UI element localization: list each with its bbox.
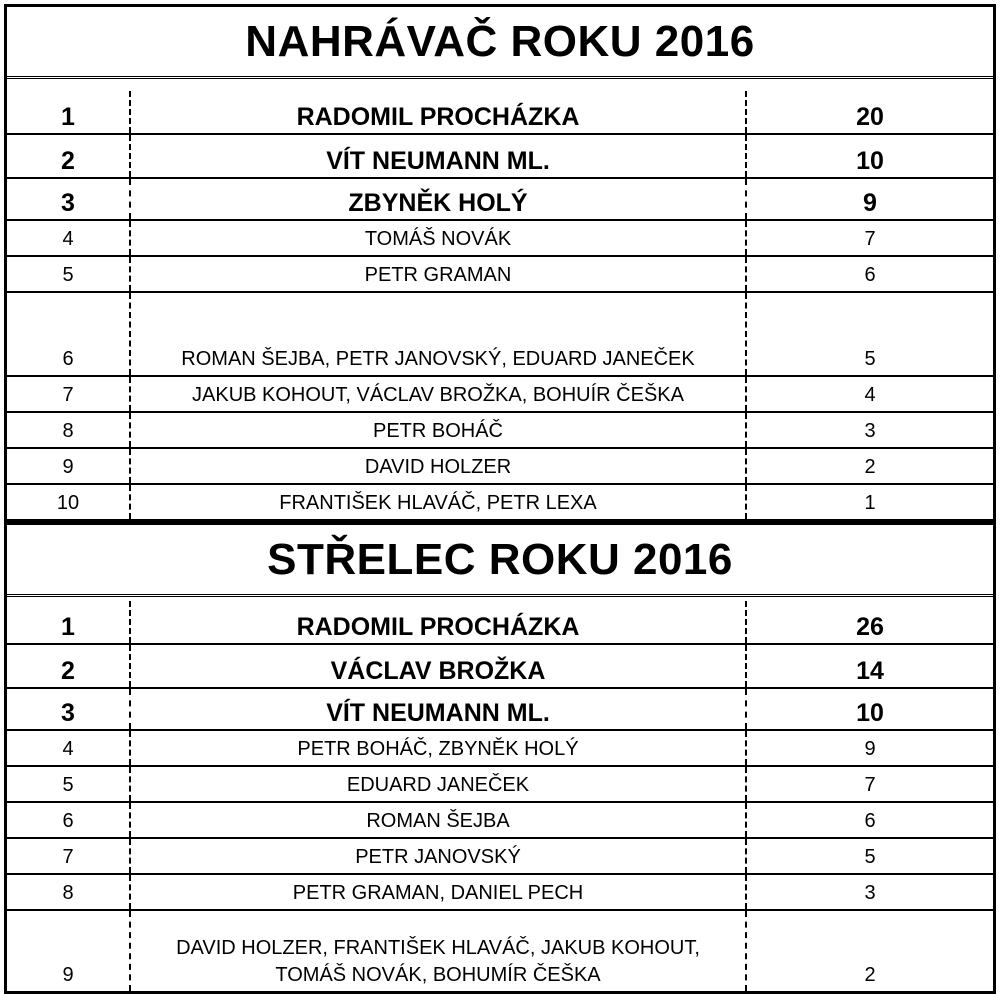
player-name-cell: PETR BOHÁČ, ZBYNĚK HOLÝ — [131, 731, 747, 765]
table-row — [7, 803, 993, 839]
table-row — [7, 767, 993, 803]
value-cell: 5 — [864, 348, 876, 370]
player-name-cell: DAVID HOLZER — [131, 449, 747, 483]
player-name-cell: PETR JANOVSKÝ — [131, 839, 747, 873]
value-cell: 9 — [863, 189, 877, 217]
value-cell: 20 — [856, 103, 884, 131]
rank-cell: 2 — [7, 645, 131, 687]
rank-cell: 5 — [7, 257, 131, 291]
player-name-cell: FRANTIŠEK HLAVÁČ, PETR LEXA — [131, 485, 747, 519]
player-name-cell: TOMÁŠ NOVÁK — [131, 221, 747, 255]
value-cell: 4 — [864, 384, 876, 406]
rank-cell: 4 — [7, 731, 131, 765]
section-title-scorers: STŘELEC ROKU 2016 — [7, 525, 993, 597]
player-name-cell: RADOMIL PROCHÁZKA — [131, 91, 747, 133]
table-row — [7, 645, 993, 689]
rank-cell: 7 — [7, 377, 131, 411]
table-row — [7, 257, 993, 293]
rank-cell: 8 — [7, 875, 131, 909]
value-cell: 26 — [856, 613, 884, 641]
rankings-sheet — [4, 4, 996, 994]
value-cell: 10 — [856, 699, 884, 727]
value-cell: 2 — [864, 456, 876, 478]
rank-cell: 9 — [7, 449, 131, 483]
player-name-cell: DAVID HOLZER, FRANTIŠEK HLAVÁČ, JAKUB KOHOUT, TOMÁŠ NOVÁK, BOHUMÍR ČEŠKA — [131, 911, 747, 991]
player-name-cell: EDUARD JANEČEK — [131, 767, 747, 801]
player-name-cell: RADOMIL PROCHÁZKA — [131, 601, 747, 643]
rank-cell: 6 — [7, 803, 131, 837]
value-cell: 7 — [864, 228, 876, 250]
value-cell: 10 — [856, 147, 884, 175]
table-row — [7, 413, 993, 449]
player-name-cell: JAKUB KOHOUT, VÁCLAV BROŽKA, BOHUÍR ČEŠKA — [131, 377, 747, 411]
rank-cell: 2 — [7, 135, 131, 177]
table-row — [7, 911, 993, 991]
rank-cell: 6 — [7, 293, 131, 375]
table-row — [7, 839, 993, 875]
table-row — [7, 449, 993, 485]
table-row — [7, 179, 993, 221]
section-title-assists: NAHRÁVAČ ROKU 2016 — [7, 7, 993, 79]
player-name-cell: PETR GRAMAN, DANIEL PECH — [131, 875, 747, 909]
player-name-cell: VÁCLAV BROŽKA — [131, 645, 747, 687]
value-cell: 6 — [864, 264, 876, 286]
rank-cell: 8 — [7, 413, 131, 447]
rank-cell: 3 — [7, 179, 131, 219]
table-row — [7, 689, 993, 731]
table-row — [7, 875, 993, 911]
rank-cell: 7 — [7, 839, 131, 873]
rank-cell: 3 — [7, 689, 131, 729]
player-name-cell: ROMAN ŠEJBA — [131, 803, 747, 837]
player-name-cell: ROMAN ŠEJBA, PETR JANOVSKÝ, EDUARD JANEČEK — [131, 293, 747, 375]
rank-cell: 9 — [7, 911, 131, 991]
table-row — [7, 485, 993, 519]
value-cell: 3 — [864, 882, 876, 904]
value-cell: 7 — [864, 774, 876, 796]
player-name-cell: PETR BOHÁČ — [131, 413, 747, 447]
table-row — [7, 601, 993, 645]
player-name-cell: ZBYNĚK HOLÝ — [131, 179, 747, 219]
value-cell: 3 — [864, 420, 876, 442]
rank-cell: 1 — [7, 601, 131, 643]
rank-cell: 5 — [7, 767, 131, 801]
player-name-cell: PETR GRAMAN — [131, 257, 747, 291]
table-row — [7, 731, 993, 767]
value-cell: 6 — [864, 810, 876, 832]
rank-cell: 4 — [7, 221, 131, 255]
player-name-cell: VÍT NEUMANN ML. — [131, 135, 747, 177]
rank-cell: 1 — [7, 91, 131, 133]
rank-cell: 10 — [7, 485, 131, 519]
value-cell: 2 — [864, 964, 876, 986]
table-row — [7, 135, 993, 179]
player-name-cell: VÍT NEUMANN ML. — [131, 689, 747, 729]
value-cell: 1 — [864, 492, 876, 514]
table-row — [7, 221, 993, 257]
table-row — [7, 377, 993, 413]
table-row — [7, 293, 993, 377]
value-cell: 14 — [856, 657, 884, 685]
table-row — [7, 91, 993, 135]
value-cell: 9 — [864, 738, 876, 760]
value-cell: 5 — [864, 846, 876, 868]
